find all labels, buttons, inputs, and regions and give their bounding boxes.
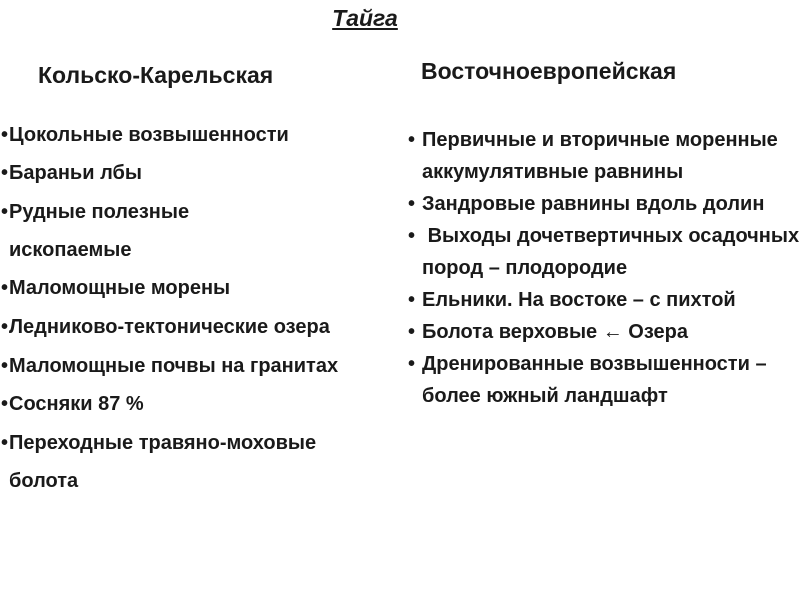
bullet-icon: • [408,321,416,343]
list-item: • Зандровые равнины вдоль долин [408,188,800,220]
bullet-icon: • [408,353,416,375]
list-item: • Цокольные возвышенности [1,117,396,154]
bullet-icon: • [1,162,9,184]
right-column-list [408,124,800,412]
right-column-heading: Восточноевропейская [421,58,677,84]
page-title: Тайга [332,5,398,31]
bullet-icon: • [1,124,9,146]
left-column-heading: Кольско-Карельская [38,62,274,88]
list-item: • Первичные и вторичные моренные аккумулятивные равнины [408,124,800,188]
bullet-icon: • [1,393,9,415]
bullet-icon: • [408,129,416,151]
bullet-icon: • [1,316,9,338]
list-item: • Болота верховые ← Озера [408,316,800,348]
bullet-icon: • [1,277,9,299]
list-item: • Сосняки 87 % [1,386,396,423]
bullet-icon: • [408,225,416,247]
list-item: • Выходы дочетвертичных осадочных пород – плодородие [408,220,800,284]
list-item: • Маломощные морены [1,270,396,307]
list-item: • Переходные травяно-моховые болота [1,424,331,500]
list-item: • Маломощные почвы на гранитах [1,347,346,385]
bullet-icon: • [1,355,9,377]
list-item: • Бараньи лбы [1,155,396,192]
list-item: • Рудные полезные ископаемые [1,193,281,269]
list-item: • Ельники. На востоке – с пихтой [408,284,800,316]
bullet-icon: • [1,432,9,454]
bullet-icon: • [1,201,9,223]
bullet-icon: • [408,193,416,215]
list-item: • Ледниково-тектонические озера [1,308,381,346]
bullet-icon: • [408,289,416,311]
list-item: • Дренированные возвышенности – более южный ландшафт [408,348,800,412]
left-column-list [1,117,396,501]
